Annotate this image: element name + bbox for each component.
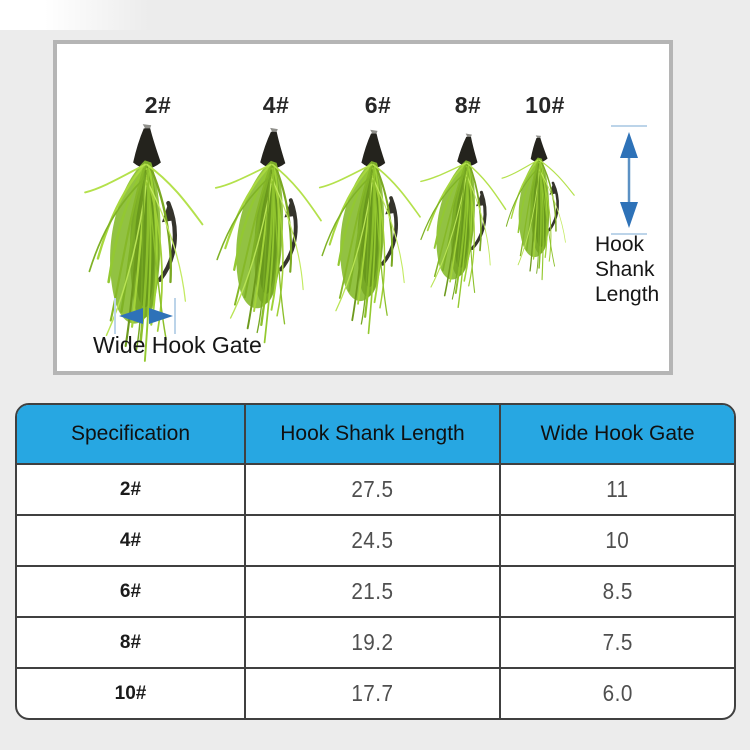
- shank-value: [246, 516, 501, 565]
- specification-table: [15, 403, 736, 720]
- product-image-panel: [53, 40, 673, 375]
- vertical-arrow-icon: [607, 124, 651, 236]
- feather-jig-image-10: [498, 133, 583, 292]
- size-label-6: 6#: [364, 92, 392, 118]
- spec-value: 2#: [17, 465, 246, 514]
- spec-value: 4#: [17, 516, 246, 565]
- gate-value: [501, 567, 734, 616]
- shank-value: [246, 465, 501, 514]
- wide-hook-gate-caption: Wide Hook Gate: [93, 332, 262, 358]
- shank-number: 24.5: [351, 527, 394, 553]
- size-label-10: 10#: [525, 92, 565, 118]
- header-specification: Specification: [17, 405, 246, 463]
- gate-number: 11: [606, 476, 629, 502]
- size-label-8: 8#: [454, 92, 482, 118]
- spec-value: 8#: [17, 618, 246, 667]
- gate-value: [501, 465, 734, 514]
- shank-number: 27.5: [351, 476, 394, 502]
- gate-number: 8.5: [602, 578, 633, 604]
- header-hook-shank-length: Hook Shank Length: [246, 405, 501, 463]
- shank-value: [246, 618, 501, 667]
- table-row: [17, 616, 734, 667]
- table-header-row: [17, 405, 734, 463]
- table-row: [17, 667, 734, 718]
- shank-number: 21.5: [351, 578, 394, 604]
- gate-value: [501, 618, 734, 667]
- shank-number: 17.7: [351, 680, 394, 706]
- gate-number: 6.0: [602, 680, 633, 706]
- gate-number: 10: [605, 527, 630, 553]
- feather-jig-image-4: [208, 124, 332, 360]
- gate-value: [501, 516, 734, 565]
- gate-number: 7.5: [602, 629, 633, 655]
- gate-value: [501, 669, 734, 718]
- hook-shank-length-caption: Hook Shank Length: [595, 233, 660, 307]
- spec-value: 6#: [17, 567, 246, 616]
- spec-value: 10#: [17, 669, 246, 718]
- shank-number: 19.2: [351, 629, 394, 655]
- background-highlight: [0, 0, 150, 30]
- header-wide-hook-gate: Wide Hook Gate: [501, 405, 734, 463]
- table-row: [17, 565, 734, 616]
- table-row: [17, 514, 734, 565]
- shank-value: [246, 567, 501, 616]
- shank-value: [246, 669, 501, 718]
- table-row: [17, 463, 734, 514]
- horizontal-arrow-icon: [112, 296, 180, 336]
- size-label-2: 2#: [144, 92, 172, 118]
- size-label-4: 4#: [262, 92, 290, 118]
